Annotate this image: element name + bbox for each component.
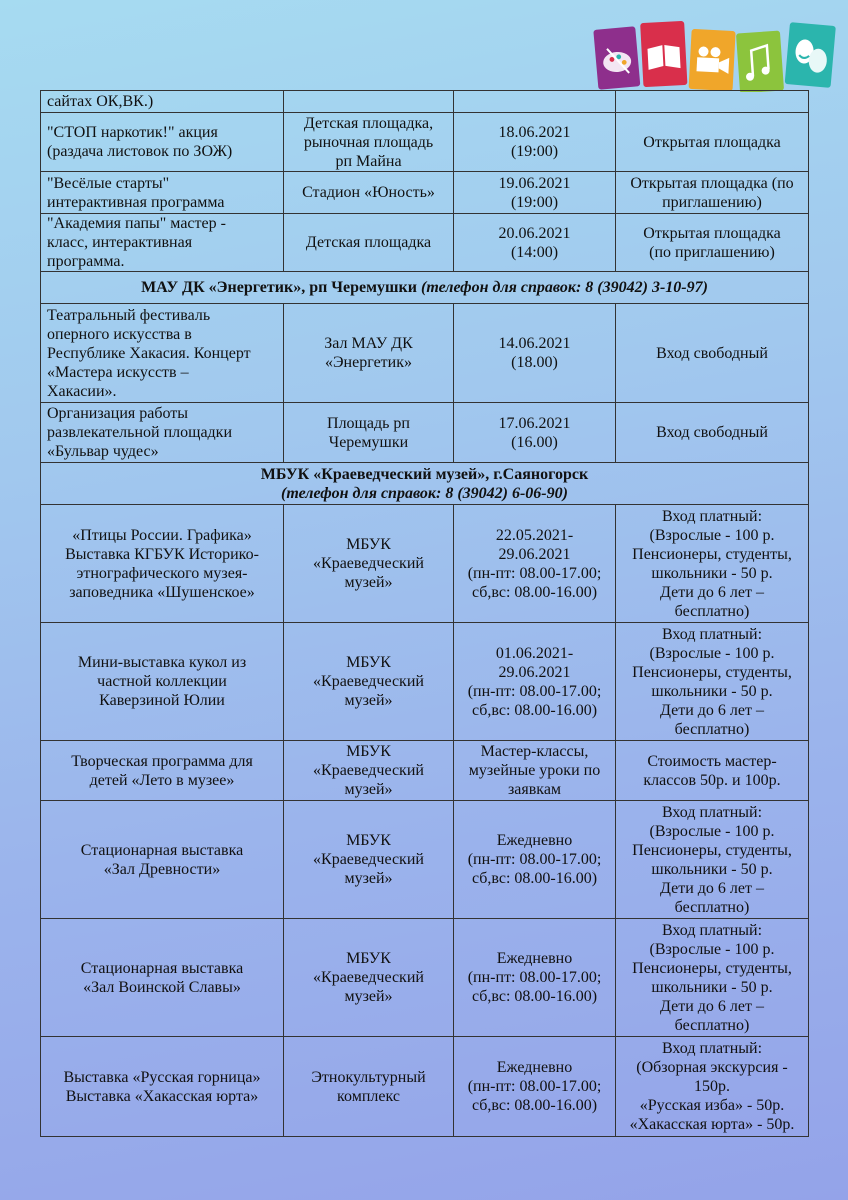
cell-line: (пн-пт: 08.00-17.00; [467,682,602,700]
place-cell [284,214,454,272]
cell-line: Вход свободный [656,344,768,362]
event-cell [41,741,284,801]
cell-line: МБУК [346,950,391,967]
cell-line: Хакасии». [47,382,117,400]
cell-line: 14.06.2021 [498,335,571,352]
date-cell [454,172,616,214]
entry-cell [616,214,809,272]
cell-line: сб,вс: 08.00-16.00) [471,988,598,1005]
table-row [41,505,809,623]
cell-line: Детская площадка, [303,114,434,132]
cell-line: заповедника «Шушенское» [69,583,255,601]
cell-line: МБУК [346,743,391,760]
place-cell [284,403,454,463]
cell-line: школьники - 50 р. [651,860,773,878]
date-cell [454,623,616,741]
cell-line: Каверзиной Юлии [99,692,225,709]
cell-line: Черемушки [328,433,409,451]
cell-line: бесплатно) [674,898,750,916]
cell-line: этнографического музея- [76,564,248,582]
cell-line: Ежедневно [496,832,573,849]
cell-line: 17.06.2021 [498,414,571,432]
entry-cell [616,919,809,1037]
cell-line: Открытая площадка [643,224,781,242]
section-name: МАУ ДК «Энергетик», рп Черемушки [141,279,417,296]
cell-line: развлекательной площадки [47,424,233,441]
section-header [41,463,809,505]
cell-line: (16.00) [511,433,558,451]
date-cell [454,403,616,463]
table-row [41,801,809,919]
table-row [41,214,809,272]
cell-line: сб,вс: 08.00-16.00) [471,583,598,601]
cell-line: Вход платный: [661,921,763,939]
music-notes-icon [736,31,784,92]
cell-line: музей» [344,988,393,1005]
table-row [41,919,809,1037]
entry-cell [616,1037,809,1137]
date-cell [454,1037,616,1137]
cell-line: Вход платный: [661,1040,763,1057]
cell-line: Мини-выставка кукол из [77,654,247,671]
cell-line: Пенсионеры, студенты, [632,545,792,563]
entry-cell [616,403,809,463]
cell-line: (Обзорная экскурсия - [636,1059,788,1076]
cell-line: Выставка «Хакасская юрта» [65,1087,259,1105]
event-cell [41,113,284,172]
cell-line: (Взрослые - 100 р. [649,644,775,662]
cell-line: 29.06.2021 [498,545,571,563]
cell-line: комплекс [337,1087,400,1105]
cell-line: школьники - 50 р. [651,978,773,996]
section-name: МБУК «Краеведческий музей», г.Саяногорск [260,465,589,483]
cell-line: оперного искусства в [47,325,192,343]
cell-line: (Взрослые - 100 р. [649,940,775,958]
event-cell [41,172,284,214]
cell-line: Площадь рп [327,414,410,432]
date-cell [454,214,616,272]
cell-line: «Краеведческий [313,762,424,779]
cell-line: Пенсионеры, студенты, [632,663,792,681]
event-cell [41,801,284,919]
event-cell [41,304,284,403]
place-cell [284,741,454,801]
cell-line: 22.05.2021- [495,526,574,544]
cell-line: бесплатно) [674,1016,750,1034]
cell-line: «Зал Древности» [103,860,221,878]
cell-line: (Взрослые - 100 р. [649,526,775,544]
table-row [41,172,809,214]
cell-line: класс, интерактивная [47,234,193,251]
table-row [41,741,809,801]
date-cell [454,304,616,403]
cell-line: «Краеведческий [313,851,424,868]
cell-line: Театральный фестиваль [47,306,211,324]
event-cell [41,505,284,623]
table-row [41,304,809,403]
cell-line: (14:00) [510,243,559,261]
cell-line: сб,вс: 08.00-16.00) [471,1097,598,1114]
cell-line: Ежедневно [496,950,573,967]
table-row [41,403,809,463]
cell-line: «Мастера искусств – [47,363,189,381]
cell-line: 20.06.2021 [498,224,571,242]
cell-line: (пн-пт: 08.00-17.00; [467,851,602,868]
section-phone: (телефон для справок: 8 (39042) 6-06-90) [281,484,568,502]
entry-cell [616,801,809,919]
cell-line: музей» [344,781,393,798]
cell-line: (пн-пт: 08.00-17.00; [467,1078,602,1095]
date-cell [454,919,616,1037]
cell-line: частной коллекции [97,673,227,690]
cell-line: (пн-пт: 08.00-17.00; [467,969,602,986]
film-camera-icon [689,29,736,91]
cell-line: сб,вс: 08.00-16.00) [471,701,598,719]
event-cell: сайтах ОК,ВК.) [41,91,284,113]
table-row [41,91,809,113]
cell-line: (19:00) [510,143,559,160]
place-cell [284,91,454,113]
cell-line: музей» [344,870,393,887]
cell-line: Выставка КГБУК Историко- [65,545,259,563]
event-cell [41,919,284,1037]
event-cell [41,1037,284,1137]
date-cell [454,91,616,113]
cell-line: МБУК [346,832,391,849]
table-row [41,1037,809,1137]
entry-cell [616,113,809,172]
place-cell [284,172,454,214]
cell-line: (по приглашению) [649,243,775,261]
cell-line: Зал МАУ ДК [324,335,413,352]
place-cell [284,623,454,741]
theater-masks-icon [785,22,836,88]
cell-line: Вход платный: [661,507,763,525]
place-cell [284,919,454,1037]
cell-line: «Хакасская юрта» - 50р. [629,1116,795,1133]
cell-line: Детская площадка [305,234,432,251]
cell-line: 150р. [694,1078,730,1095]
entry-cell [616,172,809,214]
cell-line: рыночная площадь [303,133,434,151]
cell-line: школьники - 50 р. [651,564,773,582]
cell-line: "Академия папы" мастер - [47,215,226,232]
cell-line: интерактивная программа [47,193,225,211]
cell-line: рп Майна [335,152,402,170]
cell-line: бесплатно) [674,720,750,738]
cell-line: «Краеведческий [313,969,424,986]
cell-line: Дети до 6 лет – [660,879,764,897]
cell-line: бесплатно) [674,602,750,620]
cell-line: детей «Лето в музее» [89,771,235,789]
cell-line: Стационарная выставка [80,959,244,977]
cell-line: «Бульвар чудес» [47,443,159,460]
cell-line: Творческая программа для [71,752,253,770]
book-icon [640,21,687,87]
date-cell [454,801,616,919]
place-cell [284,1037,454,1137]
place-cell [284,801,454,919]
cell-line: (19:00) [510,193,559,211]
cell-line: музейные уроки по [468,762,601,779]
date-cell [454,741,616,801]
cell-line: Стационарная выставка [80,841,244,859]
cell-line: Мастер-классы, [480,743,589,760]
cell-line: «Краеведческий [313,555,424,572]
event-cell [41,214,284,272]
cell-line: школьники - 50 р. [651,682,773,700]
cell-line: Выставка «Русская горница» [63,1068,261,1086]
events-table [40,90,809,1137]
cell-line: 29.06.2021 [498,663,571,681]
event-cell [41,403,284,463]
cell-line: заявкам [507,781,562,798]
table-row [41,623,809,741]
date-cell [454,505,616,623]
cell-line: "СТОП наркотик!" акция [47,124,218,141]
cell-line: (Взрослые - 100 р. [649,822,775,840]
cell-line: (18.00) [511,354,558,371]
cell-line: «Птицы России. Графика» [72,526,252,544]
cell-line: Дети до 6 лет – [660,997,764,1015]
entry-cell [616,505,809,623]
cell-line: музей» [344,574,393,591]
cell-line: «Русская изба» - 50р. [639,1097,785,1114]
entry-cell [616,304,809,403]
cell-line: Этнокультурный [311,1068,426,1086]
cell-line: «Энергетик» [324,354,412,371]
entry-cell [616,741,809,801]
section-phone: (телефон для справок: 8 (39042) 3-10-97) [421,279,708,296]
cell-line: 19.06.2021 [498,174,571,192]
cell-line: Вход платный: [661,625,763,643]
table-row [41,113,809,172]
cell-line: Стадион «Юность» [302,184,435,201]
cell-line: «Краеведческий [313,673,424,690]
section-header [41,272,809,304]
cell-line: Открытая площадка (по [630,174,794,192]
cell-line: Дети до 6 лет – [660,701,764,719]
cell-line: «Зал Воинской Славы» [83,978,241,996]
cell-line: музей» [344,692,393,709]
entry-cell [616,91,809,113]
cell-line: Открытая площадка [643,133,781,151]
cell-line: МБУК [346,654,391,671]
cell-line: Ежедневно [496,1059,573,1076]
cell-line: (раздача листовок по ЗОЖ) [47,143,233,160]
cell-line: (пн-пт: 08.00-17.00; [467,564,602,582]
culture-logo [590,18,840,92]
cell-line: Пенсионеры, студенты, [632,959,792,977]
cell-line: программа. [47,253,125,270]
cell-line: сб,вс: 08.00-16.00) [471,870,598,887]
entry-cell [616,623,809,741]
cell-line: приглашению) [662,193,762,211]
date-cell [454,113,616,172]
place-cell [284,304,454,403]
cell-line: Дети до 6 лет – [660,583,764,601]
palette-icon [593,26,640,89]
cell-line: МБУК [346,536,391,553]
cell-line: 01.06.2021- [495,644,574,662]
cell-line: Вход свободный [656,424,768,441]
cell-line: Организация работы [47,405,189,422]
cell-line: Пенсионеры, студенты, [632,841,792,859]
event-cell [41,623,284,741]
cell-line: Стоимость мастер- [647,752,777,770]
cell-line: Вход платный: [661,803,763,821]
cell-line: "Весёлые старты" [47,174,170,192]
place-cell [284,113,454,172]
cell-line: Республике Хакасия. Концерт [47,344,251,362]
cell-line: 18.06.2021 [498,124,571,141]
cell-line: классов 50р. и 100р. [643,771,781,789]
place-cell [284,505,454,623]
